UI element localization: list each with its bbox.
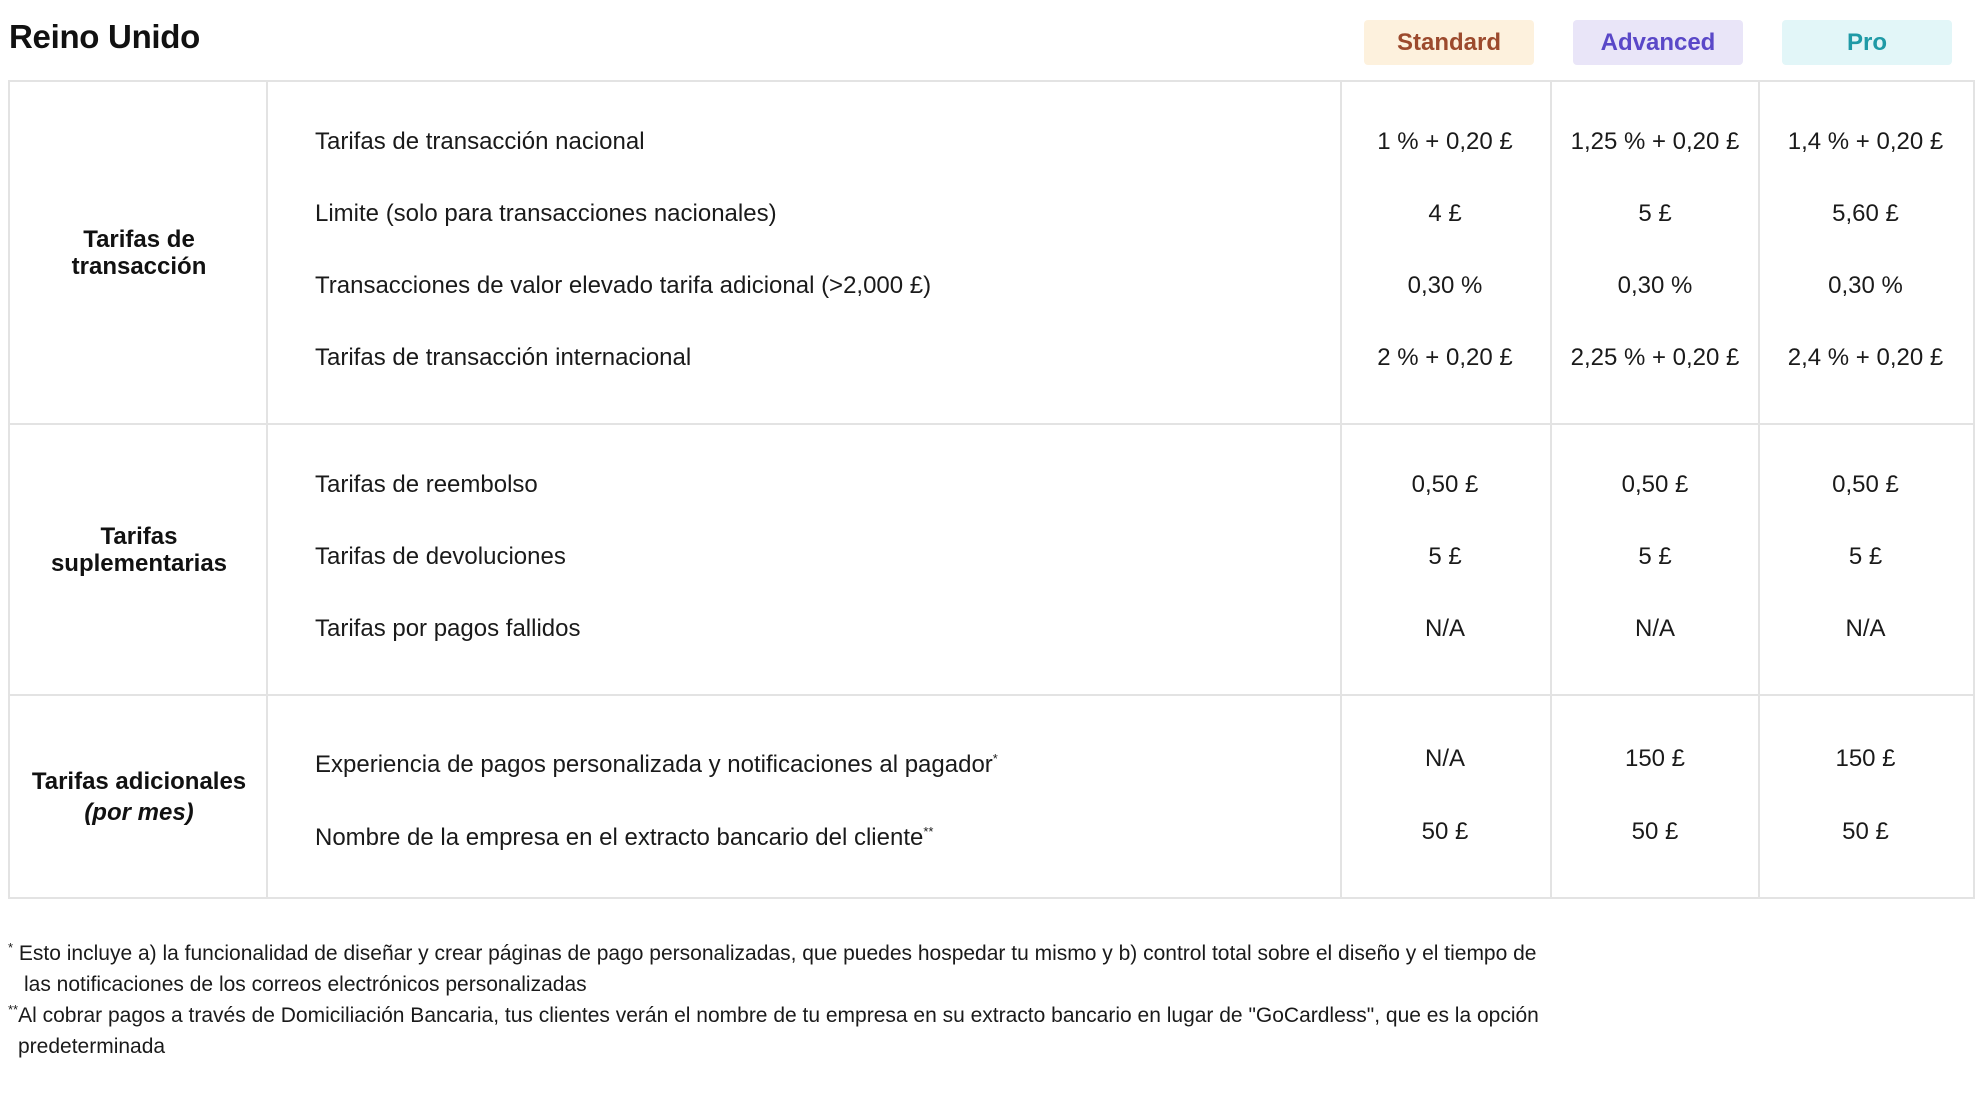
section-label-line: (por mes) — [84, 799, 194, 826]
row-label: Tarifas de reembolso — [315, 471, 538, 498]
footnote-marker: ** — [923, 824, 934, 839]
section-label-line: Tarifas — [100, 523, 178, 550]
footnote-line: * Esto incluye a) la funcionalidad de diseñar y crear páginas de pago personalizadas, que puedes hospedar tu mismo y b) control total sobre el diseño y el tiempo de — [8, 940, 1537, 965]
cell-advanced: 150 £ — [1624, 745, 1686, 772]
footnote-marker: * — [992, 751, 998, 766]
cell-standard: 50 £ — [1421, 818, 1469, 845]
footnote-1 — [8, 938, 1768, 1000]
cell-pro: N/A — [1845, 615, 1886, 642]
cell-pro: 2,4 % + 0,20 £ — [1787, 344, 1944, 371]
cell-pro: 5 £ — [1848, 543, 1883, 570]
cell-standard: 1 % + 0,20 £ — [1377, 128, 1513, 155]
cell-standard: 0,50 £ — [1411, 471, 1479, 498]
footnote-mark: ** — [8, 1002, 19, 1017]
row-label: Limite (solo para transacciones nacionales) — [315, 200, 777, 227]
cell-advanced: 5 £ — [1638, 543, 1672, 570]
cell-pro: 0,30 % — [1828, 272, 1903, 299]
row-label: Tarifas de transacción nacional — [315, 128, 645, 155]
cell-standard: N/A — [1424, 615, 1465, 642]
section-label-adicionales — [10, 766, 268, 828]
plan-header-pro: Pro — [1782, 20, 1952, 65]
footnote-2 — [8, 1000, 1768, 1062]
cell-pro: 0,50 £ — [1832, 471, 1899, 498]
cell-standard: 2 % + 0,20 £ — [1377, 344, 1513, 371]
cell-standard: 5 £ — [1428, 543, 1462, 570]
footnote-mark: * — [8, 940, 14, 955]
section-label-line: suplementarias — [50, 550, 228, 577]
cell-advanced: 2,25 % + 0,20 £ — [1570, 344, 1740, 371]
row-divider — [10, 423, 1973, 425]
cell-advanced: 0,50 £ — [1621, 471, 1689, 498]
cell-advanced: 1,25 % + 0,20 £ — [1570, 128, 1740, 155]
footnote-line: predeterminada — [18, 1035, 166, 1058]
fee-table — [8, 80, 1975, 899]
section-label-line: Tarifas adicionales — [31, 768, 247, 795]
cell-pro: 50 £ — [1842, 818, 1889, 845]
row-label: Tarifas de transacción internacional — [315, 344, 692, 371]
cell-advanced: N/A — [1634, 615, 1675, 642]
cell-standard: 4 £ — [1428, 200, 1462, 227]
cell-pro: 5,60 £ — [1832, 200, 1899, 227]
row-divider — [10, 694, 1973, 696]
section-label-line: Tarifas de — [83, 226, 195, 253]
row-label: Experiencia de pagos personalizada y notificaciones al pagador* — [315, 751, 998, 778]
row-label: Tarifas por pagos fallidos — [315, 615, 581, 642]
section-label-suplementarias — [10, 523, 268, 577]
cell-pro: 150 £ — [1835, 745, 1896, 772]
row-label: Nombre de la empresa en el extracto bancario del cliente** — [315, 824, 934, 851]
cell-standard: N/A — [1424, 745, 1465, 772]
section-label-line: transacción — [71, 253, 207, 280]
section-label-transaccion — [10, 226, 268, 280]
cell-standard: 0,30 % — [1407, 272, 1483, 299]
footnote-line: las notificaciones de los correos electrónicos personalizadas — [24, 973, 587, 996]
row-label: Transacciones de valor elevado tarifa adicional (>2,000 £) — [315, 272, 932, 299]
cell-advanced: 5 £ — [1638, 200, 1672, 227]
page-title: Reino Unido — [9, 18, 201, 55]
row-label: Tarifas de devoluciones — [315, 543, 566, 570]
plan-header-advanced: Advanced — [1573, 20, 1743, 65]
plan-header-standard: Standard — [1364, 20, 1534, 65]
footnote-line: **Al cobrar pagos a través de Domiciliación Bancaria, tus clientes verán el nombre de tu empresa en su extracto bancario en lugar de "GoCardless", que es la opción — [8, 1002, 1539, 1027]
cell-advanced: 0,30 % — [1617, 272, 1693, 299]
cell-pro: 1,4 % + 0,20 £ — [1787, 128, 1944, 155]
cell-advanced: 50 £ — [1631, 818, 1679, 845]
